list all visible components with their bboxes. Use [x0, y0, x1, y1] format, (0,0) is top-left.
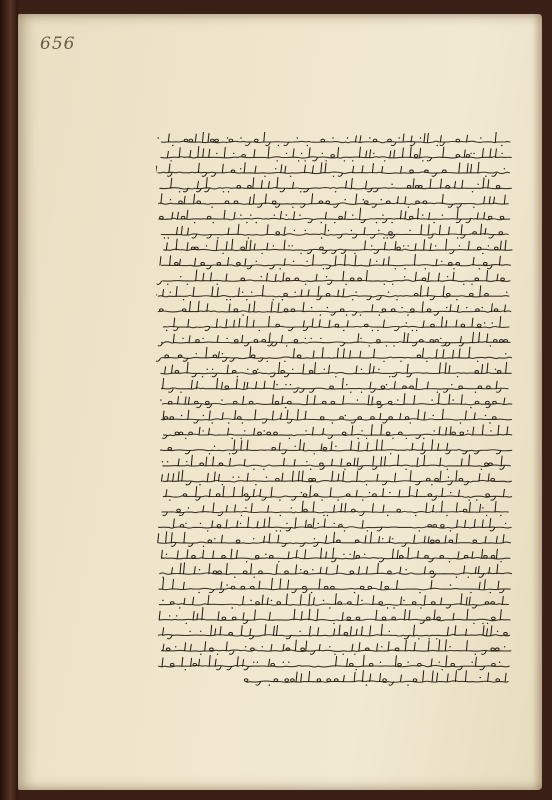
manuscript-page [18, 14, 542, 790]
handwritten-text-block [156, 132, 516, 687]
script-line [159, 517, 512, 531]
script-line [161, 548, 510, 563]
folio-number: 656 [40, 34, 76, 54]
script-line [160, 563, 512, 578]
script-line [161, 362, 511, 377]
handwriting-lines [156, 132, 516, 687]
page-edge-shadow [532, 14, 542, 790]
script-line [161, 470, 511, 485]
script-line [161, 147, 511, 162]
script-line [156, 286, 509, 301]
script-line [159, 208, 510, 223]
script-line [159, 609, 510, 624]
script-line [164, 239, 512, 254]
script-line [162, 455, 511, 470]
script-line [163, 316, 509, 331]
script-line [159, 655, 510, 670]
script-line [159, 578, 510, 593]
script-line [244, 671, 508, 686]
script-line [162, 640, 511, 655]
script-line [159, 594, 508, 609]
script-line [161, 378, 508, 393]
script-line [158, 301, 511, 316]
book-spine [0, 0, 18, 800]
script-line [161, 224, 508, 239]
script-line [159, 194, 509, 208]
script-line [162, 501, 508, 516]
script-line [163, 486, 511, 501]
script-line [156, 162, 509, 177]
script-line [160, 394, 512, 409]
script-line [160, 255, 511, 270]
script-line [158, 532, 511, 547]
script-line [156, 347, 512, 362]
script-line [161, 409, 511, 423]
script-line [161, 440, 512, 455]
script-line [160, 177, 512, 192]
script-line [156, 624, 510, 639]
script-line [157, 270, 510, 285]
script-line [158, 132, 511, 146]
script-line [162, 424, 511, 439]
script-line [158, 332, 510, 346]
